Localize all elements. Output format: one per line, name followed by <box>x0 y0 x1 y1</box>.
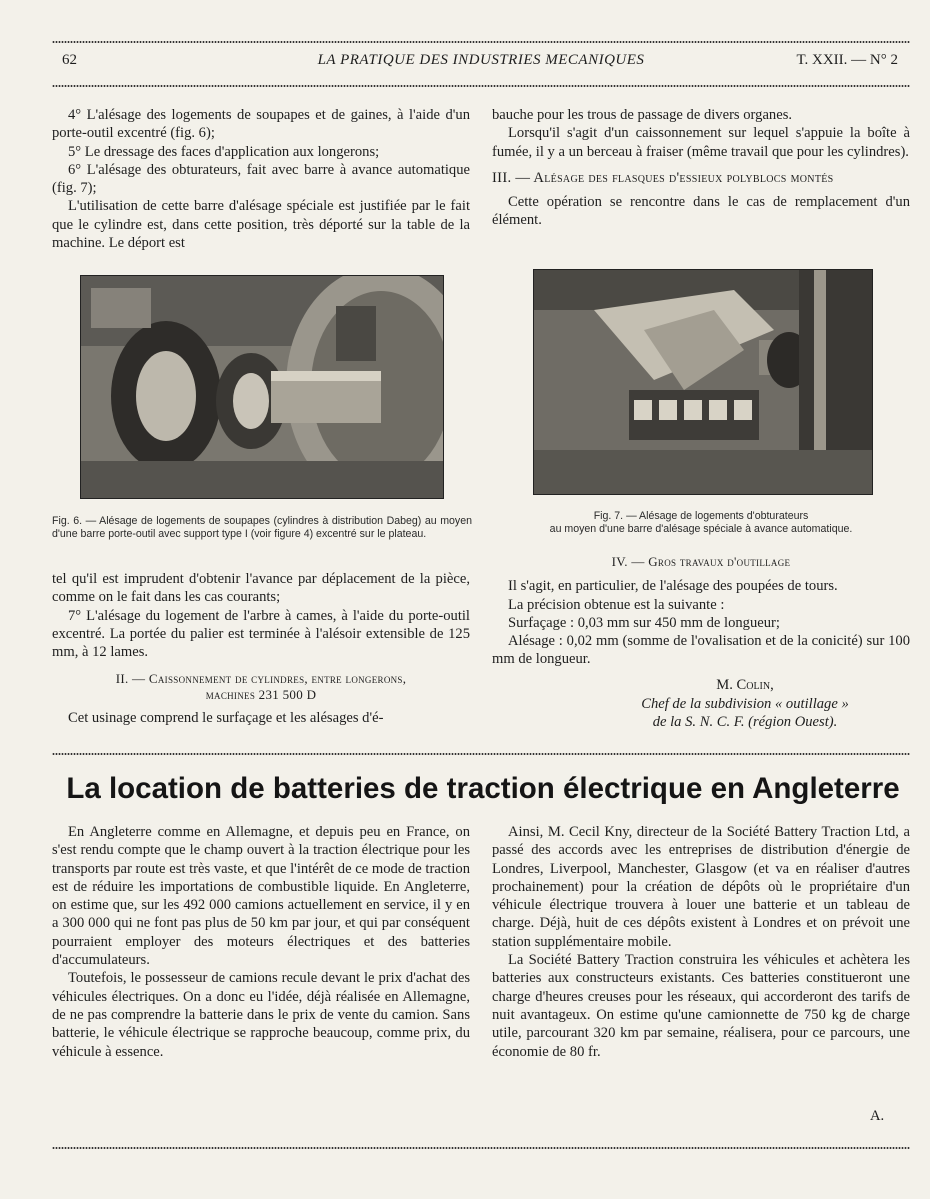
paragraph: 5° Le dressage des faces d'application aux longerons; <box>68 143 380 160</box>
author-name: M. Colin, <box>716 677 774 693</box>
page-number: 62 <box>62 52 77 68</box>
section-heading-4: IV. — Gros travaux d'outillage <box>611 554 791 569</box>
article-separator-rule <box>52 752 910 756</box>
paragraph: Toutefois, le possesseur de camions recule devant le prix d'achat des véhicules électriques. On a donc eu l'idée, déjà réalisée en Allemagne, de ne pas comprendre la batterie dans le prix de vente du camion. Sans batterie, le véhicule électrique se rapproche beaucoup, comme prix, du véhicule à essence. <box>52 970 470 1060</box>
second-article-right-column <box>492 823 910 1061</box>
section-heading-2 <box>52 671 470 703</box>
paragraph: 7° L'alésage du logement de l'arbre à cames, à l'aide du porte-outil excentré. La portée du palier est terminée à l'alésoir extensible de 125 mm, à 12 lames. <box>52 607 470 661</box>
right-column-top <box>492 106 910 230</box>
second-article-left-column <box>52 823 470 1061</box>
top-dotted-rule <box>52 40 910 44</box>
left-column-top <box>52 106 470 252</box>
paragraph: Surfaçage : 0,03 mm sur 450 mm de longueur; <box>508 614 780 631</box>
section-heading-2-line: II. — Caissonnement de cylindres, entre longerons, <box>115 671 407 687</box>
paragraph: 6° L'alésage des obturateurs, fait avec barre à avance automatique (fig. 7); <box>52 161 470 197</box>
paragraph: Cet usinage comprend le surfaçage et les alésages d'é- <box>68 710 384 727</box>
left-column-bottom <box>52 570 470 728</box>
paragraph: Lorsqu'il s'agit d'un caissonnement sur lequel s'appuie la boîte à fumée, il y a un berceau à fraiser (même travail que pour les cylindres). <box>492 125 910 160</box>
article-title: La location de batteries de traction électrique en Angleterre <box>66 772 900 805</box>
paragraph: tel qu'il est imprudent d'obtenir l'avance par déplacement de la pièce, comme on le fait dans les cas courants; <box>52 571 470 606</box>
paragraph: Ainsi, M. Cecil Kny, directeur de la Société Battery Traction Ltd, a passé des accords avec les entreprises de distribution d'énergie de Londres, Liverpool, Manchester, Glasgow (et va en réaliser d'autres prochainement) pour la création de dépôts où le propriétaire d'un véhicule électrique trouvera à louer une batterie et un tableau de charge. Déjà, huit de ces dépôts existent à Londres et on prévoit une station supplémentaire mobile. <box>492 824 910 950</box>
paragraph: bauche pour les trous de passage de divers organes. <box>492 107 793 123</box>
figure-6-photo <box>80 275 444 499</box>
right-column-bottom <box>492 553 910 669</box>
author-signature <box>580 676 910 732</box>
section-heading-3: III. — Alésage des flasques d'essieux polyblocs montés <box>492 169 834 186</box>
author-role: Chef de la subdivision « outillage » <box>641 695 849 712</box>
paragraph: La précision obtenue est la suivante : <box>508 596 725 613</box>
figure-6-caption: Fig. 6. — Alésage de logements de soupapes (cylindres à distribution Dabeg) au moyen d'une barre porte-outil avec support type I (voir figure 4) excentré sur le plateau. <box>52 515 472 540</box>
article-signoff: A. <box>870 1108 885 1124</box>
section-heading-2-line: machines 231 500 D <box>205 687 317 703</box>
paragraph: 4° L'alésage des logements de soupapes et de gaines, à l'aide d'un porte-outil excentré (fig. 6); <box>52 107 470 142</box>
paragraph: L'utilisation de cette barre d'alésage spéciale est justifiée par le fait que le cylindre est, dans cette position, très déporté sur la table de la machine. Le déport est <box>52 198 470 252</box>
volume-number: T. XXII. — N° 2 <box>796 52 898 68</box>
author-role: de la S. N. C. F. (région Ouest). <box>652 714 838 730</box>
paragraph: Alésage : 0,02 mm (somme de l'ovalisation et de la conicité) sur 100 mm de longueur. <box>492 633 910 668</box>
bottom-dotted-rule <box>52 1146 910 1150</box>
figure-7-caption-line: Fig. 7. — Alésage de logements d'obturateurs <box>593 510 809 522</box>
header-dotted-rule <box>52 84 910 88</box>
running-header <box>52 52 910 74</box>
figure-7-photo <box>533 269 873 495</box>
paragraph: La Société Battery Traction construira les véhicules et achètera les batteries aux constructeurs existants. Ces batteries constitueront une charge d'heures creuses pour les réseaux, qui accorderont des tarifs de nuit avantageux. On estime qu'une camionnette de 750 kg de charge utile, parcourant 320 km par semaine, réalisera, pour ce parcours, une économie de 80 fr. <box>492 952 910 1060</box>
journal-title: LA PRATIQUE DES INDUSTRIES MECANIQUES <box>317 52 645 68</box>
paragraph: Cette opération se rencontre dans le cas de remplacement d'un élément. <box>492 194 910 229</box>
figure-7-caption <box>492 510 910 536</box>
figure-7-caption-line: au moyen d'une barre d'alésage spéciale à avance automatique. <box>549 523 853 535</box>
paragraph: Il s'agit, en particulier, de l'alésage des poupées de tours. <box>508 578 838 595</box>
paragraph: En Angleterre comme en Allemagne, et depuis peu en France, on s'est rendu compte que le champ ouvert à la traction électrique pour les transports par route est très vaste, et que l'intérêt de ce mode de traction est de réduire les importations de combustible liquide. En Angleterre, on estime que, sur les 492 000 camions actuellement en service, il y en a 300 000 qui ne font pas plus de 50 km par jour, et qui par conséquent pourraient employer des moteurs électriques et des batteries d'accumulateurs. <box>52 824 470 969</box>
